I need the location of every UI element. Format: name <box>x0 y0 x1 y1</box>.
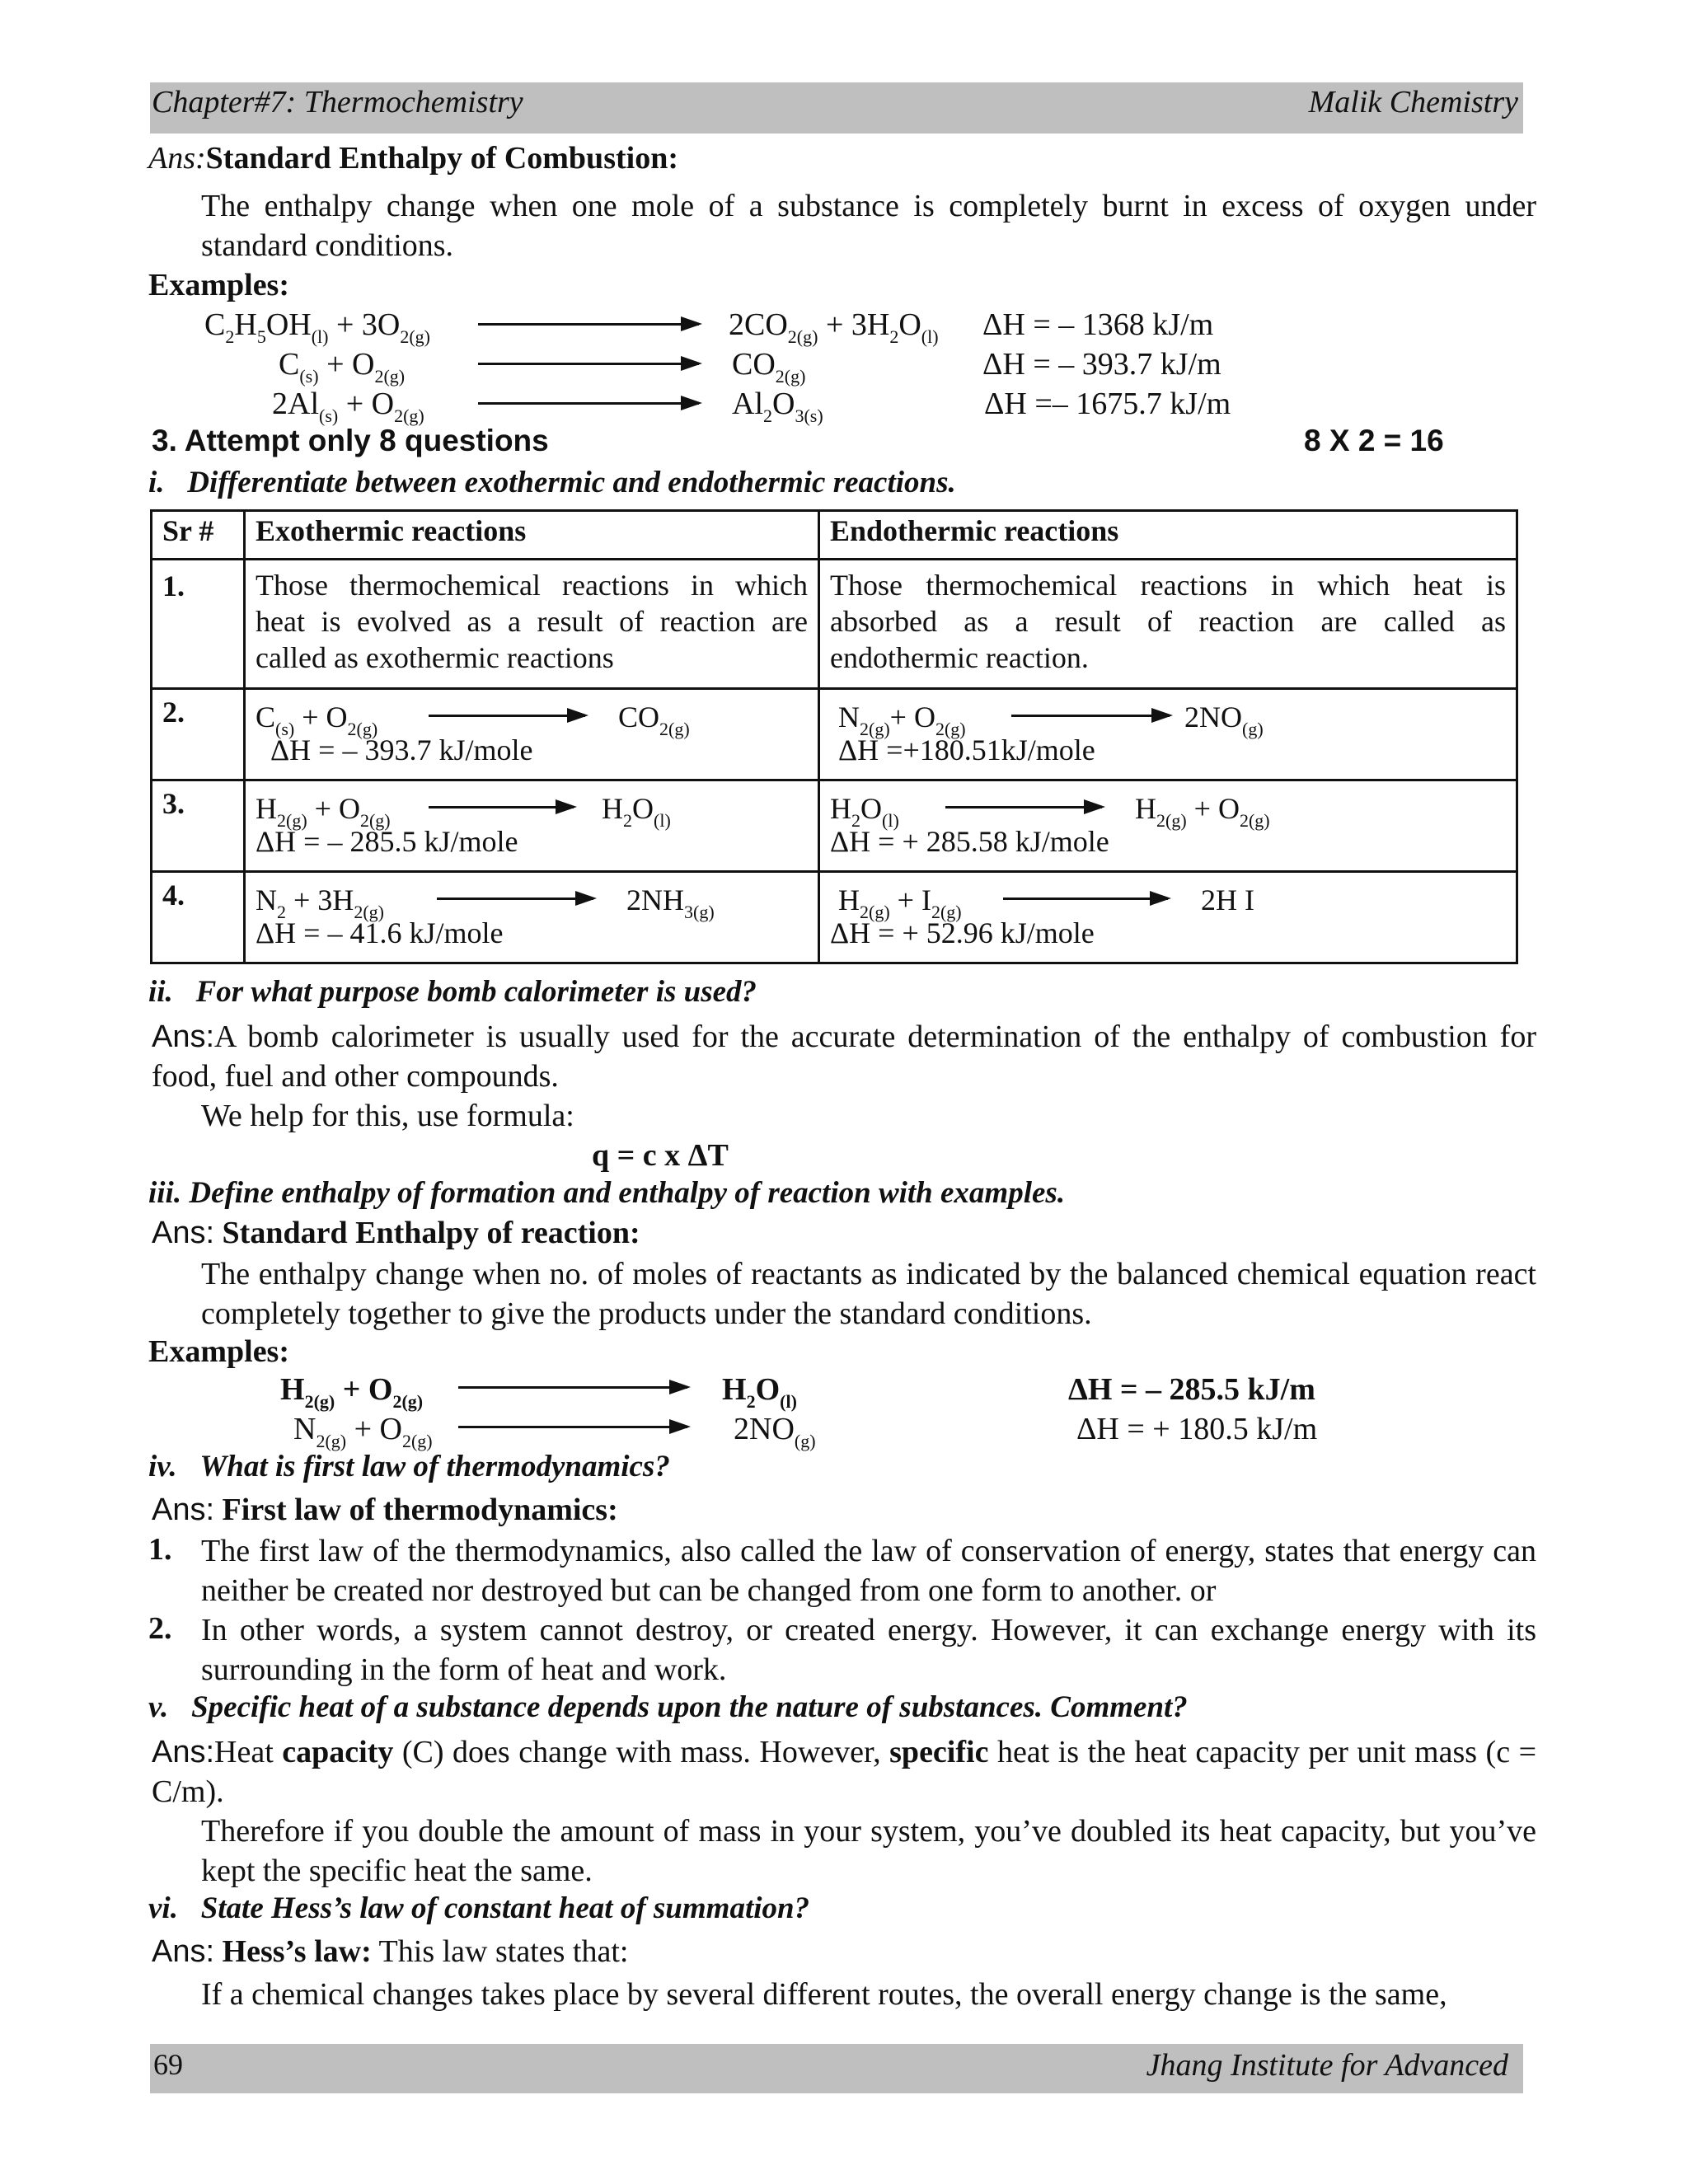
delta-h-carbon: ΔH = – 393.7 kJ/m <box>982 347 1221 382</box>
table-cell-endo: $H_2O_{(l)}$ $H_{2(g)} + O_{2(g)}$ ΔH = + 285.58 kJ/mole <box>819 780 1517 872</box>
reaction-arrow <box>458 1386 687 1389</box>
equation-water-reactants: $H_{2(g)} + O_{2(g)}$ <box>280 1372 424 1412</box>
equation-carbon-reactants: $C_{(s)} + O_{2(g)}$ <box>279 347 406 387</box>
table-cell-exo: $N_2 + 3H_{2(g)}$ $2NH_{3(g)}$ ΔH = – 41.6 kJ/mole <box>245 872 819 963</box>
table-cell-num: 4. <box>152 872 245 963</box>
q2-answer: Ans:A bomb calorimeter is usually used for the accurate determination of the enthalpy of combustion for food, fuel and other compounds. <box>152 1019 1536 1094</box>
question-iv: iv. What is first law of thermodynamics? <box>148 1450 670 1483</box>
equation-water-products: $H_2O_{(l)}$ <box>722 1372 797 1412</box>
point-1-text: The first law of the thermodynamics, also called the law of conservation of energy, states that energy can neither be created nor destroyed but can be changed from one form to another. or <box>201 1534 1536 1608</box>
equation-ethanol-products: $2CO_{2(g)} + 3H_2O_{(l)}$ <box>729 307 939 347</box>
question-v: v. Specific heat of a substance depends upon the nature of substances. Comment? <box>148 1690 1188 1724</box>
section-3-title: 3. Attempt only 8 questions <box>152 424 549 457</box>
table-cell-exo: Those thermochemical reactions in which heat is evolved as a result of reaction are called as exothermic reactions <box>245 560 819 689</box>
q2-help: We help for this, use formula: <box>201 1099 574 1133</box>
table-row <box>152 689 1517 780</box>
brand-name: Malik Chemistry <box>1308 85 1518 120</box>
equation-ethanol-reactants: $C_2H_5OH_{(l)} + 3O_{2(g)}$ <box>204 307 430 347</box>
q3-definition: The enthalpy change when no. of moles of reactants as indicated by the balanced chemical equation react completely together to give the products under the standard conditions. <box>201 1257 1536 1331</box>
chapter-title: Chapter#7: Thermochemistry <box>152 85 523 120</box>
delta-h: ΔH = + 285.58 kJ/mole <box>830 825 1109 858</box>
delta-h: ΔH = – 285.5 kJ/mole <box>256 825 518 858</box>
table-header: Exothermic reactions <box>245 511 819 560</box>
question-i: i. Differentiate between exothermic and endothermic reactions. <box>148 466 956 499</box>
equation-aluminium-products: $Al_2O_{3(s)}$ <box>732 387 823 426</box>
page-number: 69 <box>153 2048 183 2081</box>
q5-para2: Therefore if you double the amount of mass in your system, you’ve doubled its heat capacity, but you’ve kept the specific heat the same. <box>201 1814 1536 1888</box>
table-header-row <box>152 511 1517 560</box>
reaction-arrow <box>478 323 699 326</box>
comparison-table <box>150 509 1518 964</box>
table-cell-endo: Those thermochemical reactions in which heat is absorbed as a result of reaction are called as endothermic reaction. <box>819 560 1517 689</box>
question-vi: vi. State Hess’s law of constant heat of summation? <box>148 1891 810 1925</box>
equation-no-reactants: $N_{2(g)} + O_{2(g)}$ <box>293 1412 433 1451</box>
equation-no-products: $2NO_{(g)}$ <box>734 1412 816 1451</box>
footer-institute: Jhang Institute for Advanced <box>1146 2048 1508 2083</box>
delta-h-no: ΔH = + 180.5 kJ/m <box>1076 1412 1318 1446</box>
formula: q = c x ΔT <box>592 1138 729 1173</box>
delta-h: ΔH = + 52.96 kJ/mole <box>830 916 1095 949</box>
table-cell-num: 2. <box>152 689 245 780</box>
delta-h-water: ΔH = – 285.5 kJ/m <box>1068 1372 1315 1407</box>
q4-heading: Ans: First law of thermodynamics: <box>152 1493 618 1527</box>
point-2-text: In other words, a system cannot destroy, or created energy. However, it can exchange energy with its surrounding in the form of heat and work. <box>201 1613 1536 1687</box>
table-cell-endo: $H_{2(g)} + I_{2(g)}$ 2H I ΔH = + 52.96 kJ/mole <box>819 872 1517 963</box>
table-header: Sr # <box>152 511 245 560</box>
reaction-arrow <box>478 363 699 365</box>
combustion-definition: The enthalpy change when one mole of a substance is completely burnt in excess of oxygen under standard conditions. <box>201 189 1536 263</box>
table-header: Endothermic reactions <box>819 511 1517 560</box>
q3-examples-label: Examples: <box>148 1334 289 1369</box>
table-row <box>152 780 1517 872</box>
table-cell-exo: $C_{(s)} + O_{2(g)}$ $CO_{2(g)}$ ΔH = – 393.7 kJ/mole <box>245 689 819 780</box>
point-1-num: 1. <box>148 1532 172 1567</box>
table-cell-exo: $H_{2(g)} + O_{2(g)}$ $H_2O_{(l)}$ ΔH = – 285.5 kJ/mole <box>245 780 819 872</box>
delta-h: ΔH = – 393.7 kJ/mole <box>270 733 533 766</box>
delta-h-ethanol: ΔH = – 1368 kJ/m <box>982 307 1214 342</box>
question-iii: iii. Define enthalpy of formation and enthalpy of reaction with examples. <box>148 1176 1066 1210</box>
table-row <box>152 560 1517 689</box>
question-ii: ii. For what purpose bomb calorimeter is used? <box>148 975 757 1009</box>
point-2-num: 2. <box>148 1611 172 1646</box>
q3-heading: Ans: Standard Enthalpy of reaction: <box>152 1216 640 1250</box>
table-row <box>152 872 1517 963</box>
combustion-title: Standard Enthalpy of Combustion: <box>205 141 678 176</box>
section-3-marks: 8 X 2 = 16 <box>1304 424 1444 457</box>
delta-h-aluminium: ΔH =– 1675.7 kJ/m <box>984 387 1231 421</box>
delta-h: ΔH = – 41.6 kJ/mole <box>256 916 504 949</box>
table-cell-num: 3. <box>152 780 245 872</box>
equation-carbon-products: $CO_{2(g)}$ <box>732 347 806 387</box>
combustion-heading: Ans:Standard Enthalpy of Combustion: <box>148 141 678 176</box>
equation-aluminium-reactants: $2Al_{(s)} + O_{2(g)}$ <box>272 387 424 426</box>
table-cell-num: 1. <box>152 560 245 689</box>
combustion-examples-label: Examples: <box>148 268 289 302</box>
reaction-arrow <box>478 402 699 405</box>
reaction-arrow <box>458 1426 687 1428</box>
table-cell-endo: $N_{2(g)}+ O_{2(g)}$ $2NO_{(g)}$ ΔH =+180.51kJ/mole <box>819 689 1517 780</box>
q5-answer: Ans:Heat capacity (C) does change with mass. However, specific heat is the heat capacity per unit mass (c = C/m). <box>152 1735 1537 1809</box>
q6-definition: If a chemical changes takes place by several different routes, the overall energy change is the same, <box>201 1977 1447 2012</box>
q6-heading: Ans: Hess’s law: This law states that: <box>152 1934 629 1969</box>
delta-h: ΔH =+180.51kJ/mole <box>838 733 1095 766</box>
